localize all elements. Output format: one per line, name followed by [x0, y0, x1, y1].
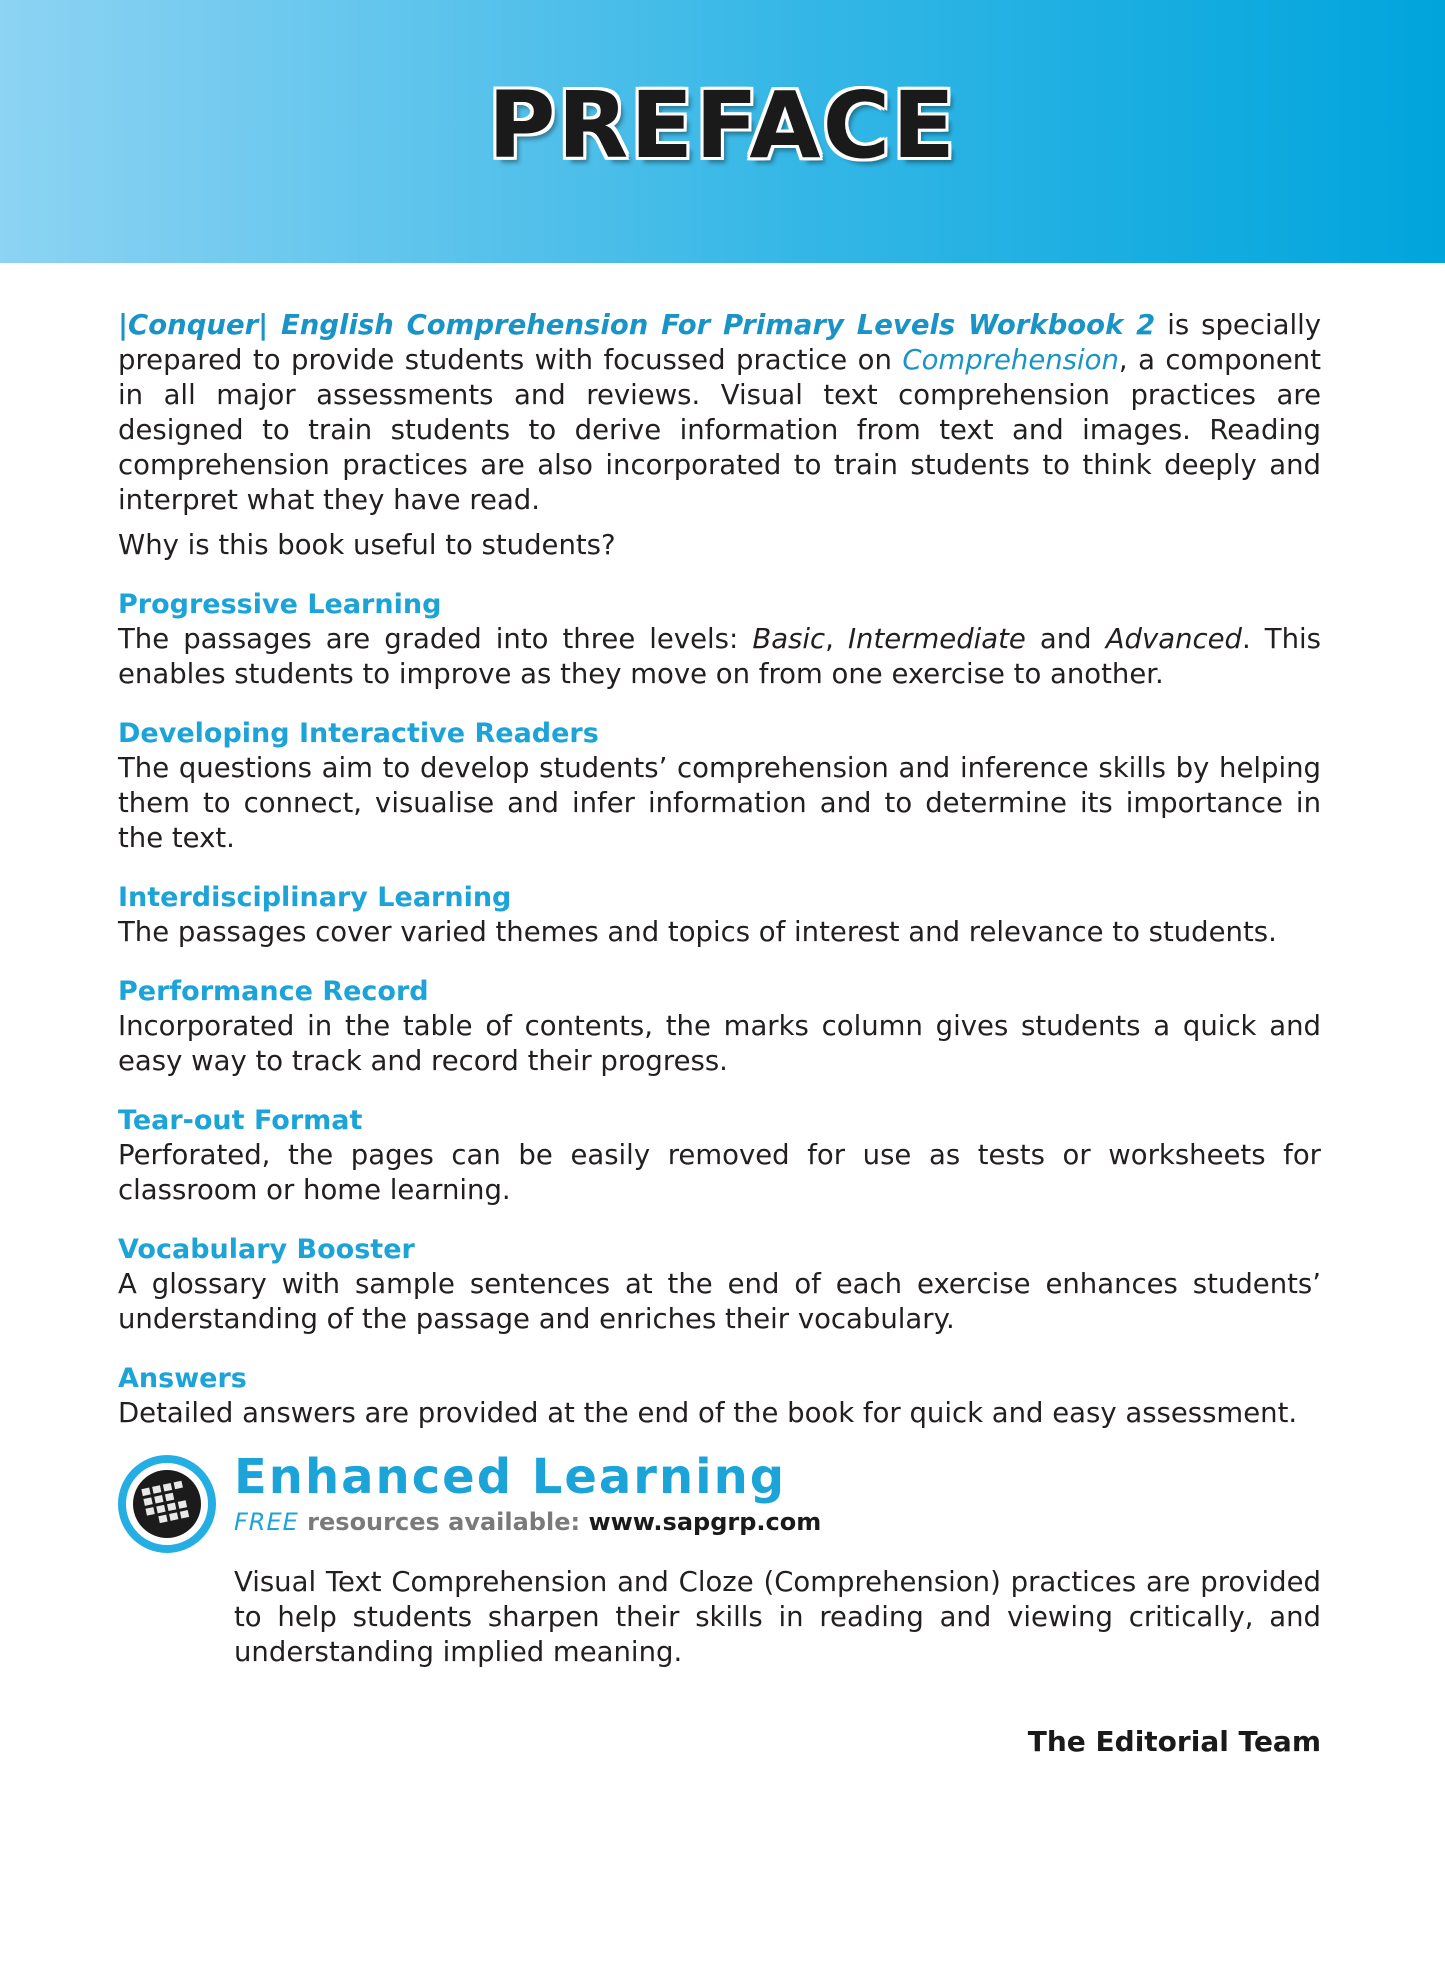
section-interactive-readers — [118, 716, 1321, 856]
section-heading: Progressive Learning — [118, 589, 442, 620]
grid-cell — [167, 1503, 176, 1512]
level-basic: Basic — [752, 623, 826, 655]
section-interdisciplinary — [118, 880, 1321, 950]
intro-text-2: , a component in all major assessments and reviews. Visual text comprehension practices are designed to train students to derive information from text and images. Reading comprehension practices are also incorporated to train students to think deeply and interpret what they have read. — [118, 344, 1322, 516]
section-progressive-learning — [118, 587, 1321, 692]
enhanced-learning-banner — [118, 1449, 1321, 1559]
section-heading: Tear-out Format — [118, 1105, 363, 1136]
resources-url[interactable]: www.sapgrp.com — [588, 1508, 822, 1536]
page-title: PREFACE — [488, 72, 957, 179]
grid-cell — [174, 1481, 183, 1490]
section-vocabulary — [118, 1232, 1321, 1337]
section-heading: Vocabulary Booster — [118, 1234, 415, 1265]
question-line: Why is this book useful to students? — [118, 529, 616, 561]
section-heading: Answers — [118, 1363, 247, 1394]
logo-inner — [133, 1470, 201, 1538]
grid-icon — [141, 1480, 194, 1529]
section-heading: Performance Record — [118, 976, 429, 1007]
section-text — [118, 622, 1321, 692]
level-intermediate: Intermediate — [847, 623, 1026, 655]
book-title: |Conquer| English Comprehension For Primary Levels Workbook 2 — [118, 309, 1156, 341]
section-heading: Developing Interactive Readers — [118, 718, 599, 749]
section-text: A glossary with sample sentences at the end of each exercise enhances students’ understanding of the passage and enriches their vocabulary. — [118, 1268, 1321, 1335]
grid-cell — [143, 1497, 152, 1506]
preface-body — [118, 308, 1321, 1670]
section-text: Incorporated in the table of contents, the marks column gives students a quick and easy way to track and record their progress. — [118, 1010, 1321, 1077]
section-text-part: The passages are graded into three levels: — [118, 623, 753, 655]
section-performance-record — [118, 974, 1321, 1079]
enhanced-learning-logo-icon — [118, 1455, 216, 1553]
section-answers — [118, 1361, 1321, 1431]
resources-label: resources available: — [298, 1508, 589, 1536]
enhanced-learning-text: Visual Text Comprehension and Cloze (Comprehension) practices are provided to help students sharpen their skills in reading and viewing critically, and understanding implied meaning. — [234, 1566, 1321, 1668]
grid-cell — [156, 1505, 165, 1514]
grid-cell — [163, 1483, 172, 1492]
resources-line — [234, 1507, 821, 1537]
signature: The Editorial Team — [1027, 1725, 1321, 1758]
section-text: Detailed answers are provided at the end of the book for quick and easy assessment. — [118, 1397, 1298, 1429]
enhanced-learning-title: Enhanced Learning — [234, 1449, 787, 1505]
intro-paragraph — [118, 308, 1321, 518]
separator: , — [825, 623, 848, 655]
free-label: FREE — [234, 1508, 299, 1536]
section-heading: Interdisciplinary Learning — [118, 882, 512, 913]
conjunction: and — [1025, 623, 1106, 655]
level-advanced: Advanced — [1105, 623, 1243, 655]
section-tear-out — [118, 1103, 1321, 1208]
grid-cell — [152, 1485, 161, 1494]
section-text: Perforated, the pages can be easily removed for use as tests or worksheets for classroom or home learning. — [118, 1139, 1321, 1206]
comprehension-term: Comprehension — [902, 344, 1119, 376]
section-text: The questions aim to develop students’ comprehension and inference skills by helping them to connect, visualise and infer information and to determine its importance in the text. — [118, 752, 1321, 854]
grid-cell — [146, 1507, 155, 1516]
grid-cell — [158, 1515, 167, 1524]
intro-text: is specially prepared to provide students with focussed practice on — [118, 309, 1321, 376]
grid-cell — [154, 1495, 163, 1504]
grid-cell — [141, 1488, 150, 1497]
grid-cell — [180, 1510, 189, 1519]
grid-cell — [169, 1512, 178, 1521]
section-text: The passages cover varied themes and topics of interest and relevance to students. — [118, 916, 1277, 948]
header-banner — [0, 0, 1445, 263]
section-text-part: . This enables students to improve as they move on from one exercise to another. — [118, 623, 1321, 690]
grid-cell — [178, 1500, 187, 1509]
grid-cell — [165, 1493, 174, 1502]
